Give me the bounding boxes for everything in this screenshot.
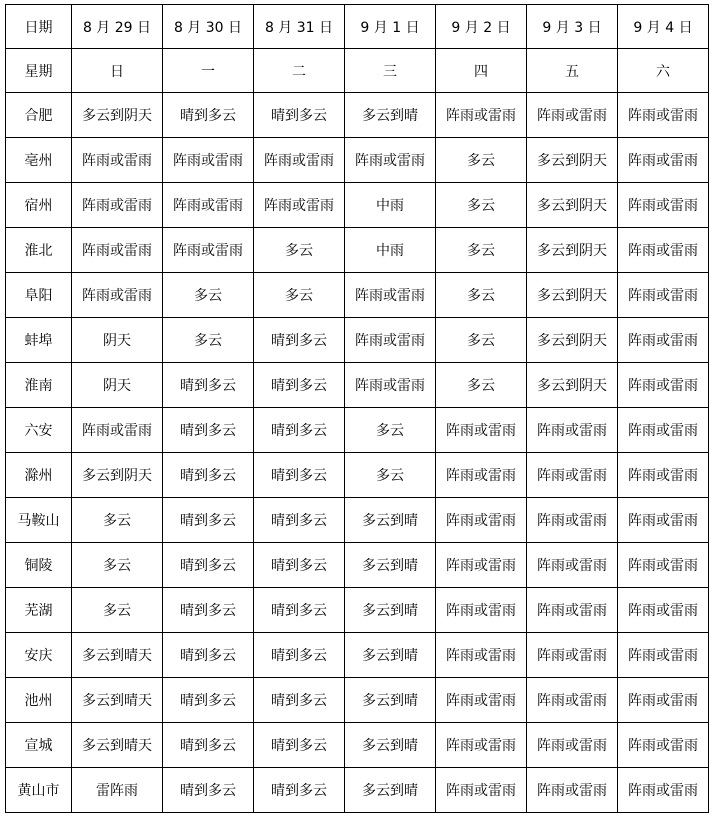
forecast-cell: 多云: [436, 183, 527, 228]
weekday-header-cell: 日: [72, 49, 163, 93]
forecast-cell: 多云: [436, 228, 527, 273]
forecast-cell: 阵雨或雷雨: [618, 543, 709, 588]
forecast-cell: 阵雨或雷雨: [436, 408, 527, 453]
forecast-cell: 阵雨或雷雨: [618, 363, 709, 408]
forecast-cell: 晴到多云: [254, 498, 345, 543]
table-row: [6, 633, 709, 678]
forecast-cell: 晴到多云: [254, 633, 345, 678]
forecast-cell: 阴天: [72, 363, 163, 408]
city-name-cell: 亳州: [6, 138, 72, 183]
forecast-cell: 晴到多云: [254, 723, 345, 768]
forecast-cell: 阵雨或雷雨: [618, 678, 709, 723]
table-row: [6, 408, 709, 453]
city-name-cell: 芜湖: [6, 588, 72, 633]
forecast-cell: 晴到多云: [254, 93, 345, 138]
date-header-cell: 9 月 2 日: [436, 5, 527, 49]
forecast-cell: 阵雨或雷雨: [254, 138, 345, 183]
forecast-cell: 多云到阴天: [527, 138, 618, 183]
forecast-cell: 多云到晴天: [72, 633, 163, 678]
forecast-cell: 阵雨或雷雨: [436, 588, 527, 633]
date-header-cell: 9 月 1 日: [345, 5, 436, 49]
table-row: [6, 228, 709, 273]
forecast-cell: 多云到晴: [345, 588, 436, 633]
forecast-cell: 晴到多云: [254, 768, 345, 813]
forecast-cell: 阵雨或雷雨: [72, 183, 163, 228]
forecast-cell: 阵雨或雷雨: [527, 498, 618, 543]
table-row: [6, 453, 709, 498]
city-name-cell: 宿州: [6, 183, 72, 228]
forecast-cell: 阵雨或雷雨: [436, 453, 527, 498]
forecast-cell: 多云: [254, 228, 345, 273]
table-row: [6, 138, 709, 183]
weekday-header-cell: 二: [254, 49, 345, 93]
forecast-cell: 晴到多云: [163, 768, 254, 813]
forecast-cell: 晴到多云: [254, 318, 345, 363]
forecast-cell: 阵雨或雷雨: [618, 408, 709, 453]
weekday-header-cell: 六: [618, 49, 709, 93]
forecast-cell: 多云: [72, 588, 163, 633]
table-row: [6, 363, 709, 408]
forecast-cell: 晴到多云: [163, 678, 254, 723]
forecast-cell: 晴到多云: [163, 723, 254, 768]
forecast-cell: 阵雨或雷雨: [254, 183, 345, 228]
forecast-cell: 晴到多云: [254, 453, 345, 498]
forecast-cell: 阵雨或雷雨: [527, 588, 618, 633]
table-row: [6, 588, 709, 633]
forecast-cell: 多云到阴天: [527, 318, 618, 363]
forecast-cell: 晴到多云: [163, 633, 254, 678]
forecast-cell: 阵雨或雷雨: [618, 768, 709, 813]
corner-date-label: 日期: [6, 5, 72, 49]
forecast-cell: 多云: [436, 273, 527, 318]
forecast-cell: 阵雨或雷雨: [527, 723, 618, 768]
weekday-header-cell: 一: [163, 49, 254, 93]
forecast-cell: 阵雨或雷雨: [72, 408, 163, 453]
forecast-cell: 多云到阴天: [72, 93, 163, 138]
forecast-cell: 晴到多云: [254, 363, 345, 408]
forecast-cell: 阵雨或雷雨: [618, 318, 709, 363]
forecast-cell: 晴到多云: [254, 543, 345, 588]
forecast-cell: 阵雨或雷雨: [618, 723, 709, 768]
forecast-cell: 阵雨或雷雨: [527, 453, 618, 498]
forecast-cell: 阵雨或雷雨: [527, 633, 618, 678]
forecast-cell: 阵雨或雷雨: [436, 543, 527, 588]
forecast-cell: 多云: [72, 498, 163, 543]
forecast-cell: 晴到多云: [163, 408, 254, 453]
date-header-cell: 9 月 4 日: [618, 5, 709, 49]
forecast-cell: 阵雨或雷雨: [436, 723, 527, 768]
forecast-cell: 阵雨或雷雨: [527, 768, 618, 813]
forecast-cell: 多云到晴: [345, 633, 436, 678]
city-name-cell: 宣城: [6, 723, 72, 768]
forecast-cell: 晴到多云: [163, 588, 254, 633]
table-row: [6, 273, 709, 318]
forecast-cell: 阵雨或雷雨: [618, 453, 709, 498]
forecast-cell: 多云到阴天: [527, 273, 618, 318]
forecast-cell: 多云到晴: [345, 678, 436, 723]
forecast-cell: 阵雨或雷雨: [436, 633, 527, 678]
forecast-cell: 雷阵雨: [72, 768, 163, 813]
table-row: [6, 183, 709, 228]
forecast-cell: 阵雨或雷雨: [345, 273, 436, 318]
forecast-cell: 多云: [345, 453, 436, 498]
city-name-cell: 黄山市: [6, 768, 72, 813]
forecast-cell: 中雨: [345, 228, 436, 273]
forecast-cell: 阵雨或雷雨: [618, 498, 709, 543]
city-name-cell: 合肥: [6, 93, 72, 138]
weekday-header-cell: 四: [436, 49, 527, 93]
city-name-cell: 池州: [6, 678, 72, 723]
forecast-cell: 多云到晴天: [72, 723, 163, 768]
forecast-cell: 中雨: [345, 183, 436, 228]
forecast-cell: 多云: [345, 408, 436, 453]
date-header-cell: 9 月 3 日: [527, 5, 618, 49]
table-row: [6, 723, 709, 768]
forecast-cell: 多云: [254, 273, 345, 318]
forecast-cell: 多云: [436, 318, 527, 363]
forecast-cell: 阵雨或雷雨: [618, 588, 709, 633]
city-name-cell: 铜陵: [6, 543, 72, 588]
weekday-header-cell: 五: [527, 49, 618, 93]
forecast-cell: 多云到阴天: [527, 183, 618, 228]
forecast-cell: 晴到多云: [163, 93, 254, 138]
forecast-cell: 阴天: [72, 318, 163, 363]
forecast-table-container: [5, 4, 709, 813]
table-row: [6, 543, 709, 588]
forecast-cell: 晴到多云: [254, 678, 345, 723]
forecast-cell: 阵雨或雷雨: [618, 93, 709, 138]
city-name-cell: 蚌埠: [6, 318, 72, 363]
forecast-cell: 阵雨或雷雨: [436, 678, 527, 723]
city-name-cell: 六安: [6, 408, 72, 453]
table-row: [6, 93, 709, 138]
forecast-cell: 多云到晴: [345, 723, 436, 768]
forecast-cell: 多云: [436, 138, 527, 183]
forecast-cell: 阵雨或雷雨: [163, 138, 254, 183]
forecast-cell: 阵雨或雷雨: [618, 633, 709, 678]
forecast-cell: 阵雨或雷雨: [72, 273, 163, 318]
forecast-cell: 阵雨或雷雨: [527, 678, 618, 723]
city-name-cell: 安庆: [6, 633, 72, 678]
forecast-cell: 晴到多云: [254, 408, 345, 453]
forecast-cell: 阵雨或雷雨: [527, 408, 618, 453]
weekday-header-row: [6, 49, 709, 93]
forecast-cell: 晴到多云: [163, 543, 254, 588]
forecast-cell: 多云: [163, 273, 254, 318]
forecast-cell: 多云到晴: [345, 543, 436, 588]
forecast-cell: 阵雨或雷雨: [618, 273, 709, 318]
date-header-cell: 8 月 29 日: [72, 5, 163, 49]
table-row: [6, 678, 709, 723]
forecast-cell: 阵雨或雷雨: [618, 138, 709, 183]
forecast-cell: 阵雨或雷雨: [527, 543, 618, 588]
corner-weekday-label: 星期: [6, 49, 72, 93]
forecast-cell: 阵雨或雷雨: [72, 228, 163, 273]
forecast-cell: 晴到多云: [163, 363, 254, 408]
forecast-cell: 多云到晴天: [72, 678, 163, 723]
forecast-cell: 阵雨或雷雨: [163, 228, 254, 273]
city-name-cell: 马鞍山: [6, 498, 72, 543]
forecast-cell: 阵雨或雷雨: [618, 183, 709, 228]
forecast-cell: 多云到晴: [345, 768, 436, 813]
forecast-cell: 多云: [436, 363, 527, 408]
forecast-cell: 晴到多云: [163, 453, 254, 498]
forecast-cell: 阵雨或雷雨: [527, 93, 618, 138]
forecast-cell: 阵雨或雷雨: [436, 498, 527, 543]
weekday-header-cell: 三: [345, 49, 436, 93]
forecast-cell: 阵雨或雷雨: [163, 183, 254, 228]
forecast-cell: 多云: [163, 318, 254, 363]
city-name-cell: 滁州: [6, 453, 72, 498]
forecast-cell: 阵雨或雷雨: [345, 318, 436, 363]
city-name-cell: 阜阳: [6, 273, 72, 318]
weather-forecast-table: [5, 4, 709, 813]
forecast-cell: 晴到多云: [254, 588, 345, 633]
date-header-row: [6, 5, 709, 49]
city-name-cell: 淮北: [6, 228, 72, 273]
forecast-cell: 阵雨或雷雨: [345, 363, 436, 408]
forecast-cell: 多云到晴: [345, 498, 436, 543]
forecast-cell: 晴到多云: [163, 498, 254, 543]
forecast-cell: 多云: [72, 543, 163, 588]
table-row: [6, 318, 709, 363]
forecast-cell: 多云到阴天: [527, 363, 618, 408]
table-body: [6, 5, 709, 813]
forecast-cell: 多云到阴天: [72, 453, 163, 498]
table-row: [6, 498, 709, 543]
forecast-cell: 阵雨或雷雨: [345, 138, 436, 183]
forecast-cell: 阵雨或雷雨: [436, 768, 527, 813]
forecast-cell: 多云到晴: [345, 93, 436, 138]
forecast-cell: 多云到阴天: [527, 228, 618, 273]
forecast-cell: 阵雨或雷雨: [436, 93, 527, 138]
date-header-cell: 8 月 30 日: [163, 5, 254, 49]
forecast-cell: 阵雨或雷雨: [618, 228, 709, 273]
date-header-cell: 8 月 31 日: [254, 5, 345, 49]
city-name-cell: 淮南: [6, 363, 72, 408]
forecast-cell: 阵雨或雷雨: [72, 138, 163, 183]
table-row: [6, 768, 709, 813]
